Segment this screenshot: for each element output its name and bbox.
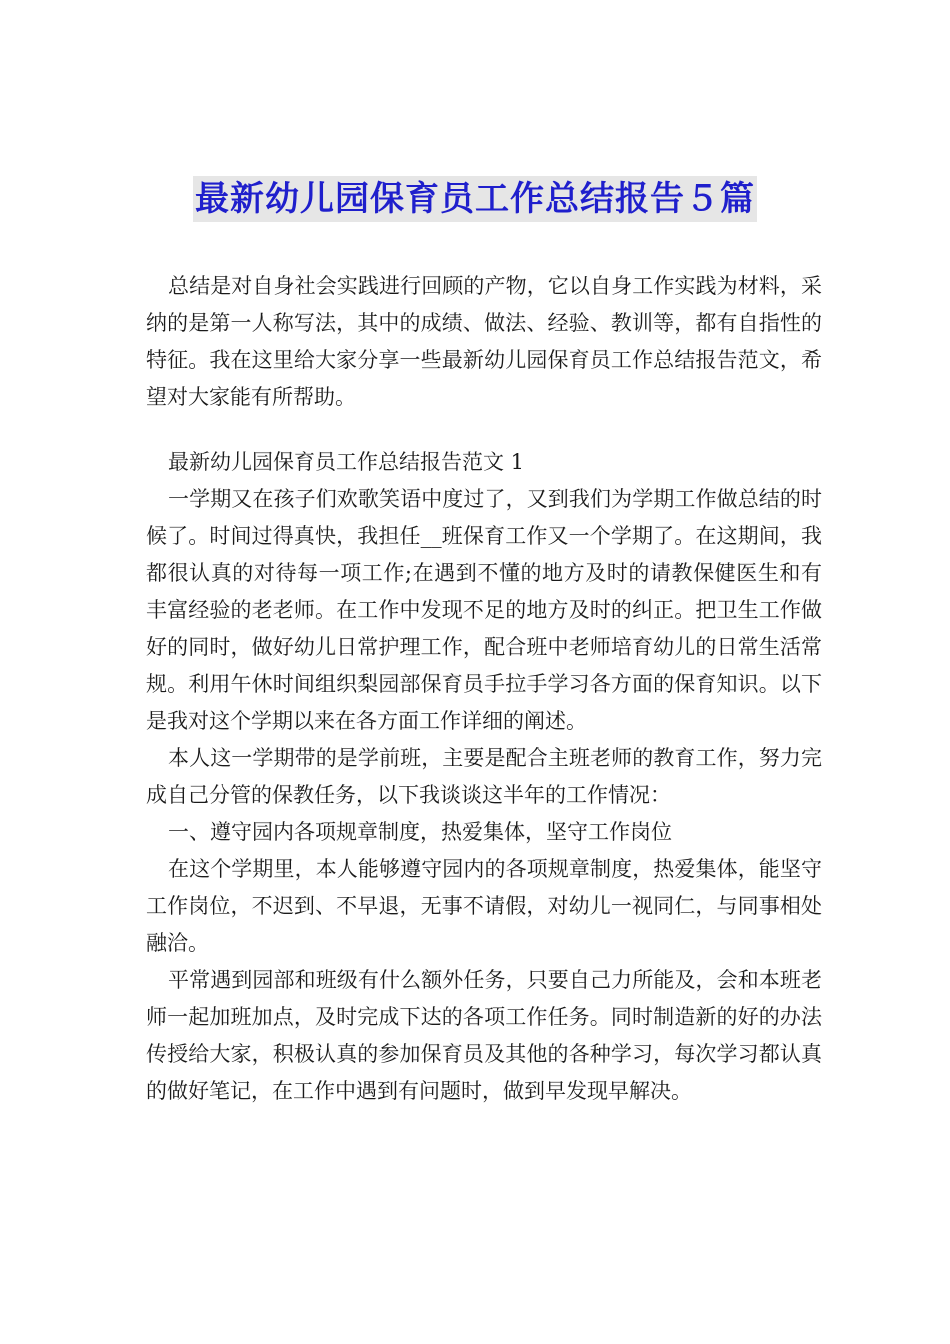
- subheading: 一、遵守园内各项规章制度，热爱集体，坚守工作岗位: [168, 820, 672, 844]
- document-body: [146, 268, 822, 1110]
- spacer: [146, 416, 822, 444]
- body-paragraph: 一学期又在孩子们欢歌笑语中度过了，又到我们为学期工作做总结的时候了。时间过得真快，我担任__班保育工作又一个学期了。在这期间，我都很认真的对待每一项工作;在遇到不懂的地方及时的请教保健医生和有丰富经验的老老师。在工作中发现不足的地方及时的纠正。把卫生工作做好的同时，做好幼儿日常护理工作，配合班中老师培育幼儿的日常生活常规。利用午休时间组织梨园部保育员手拉手学习各方面的保育知识。以下是我对这个学期以来在各方面工作详细的阐述。: [146, 487, 822, 733]
- title-container: [0, 176, 950, 222]
- document-title: 最新幼儿园保育员工作总结报告５篇: [193, 176, 757, 222]
- body-paragraph: 本人这一学期带的是学前班，主要是配合主班老师的教育工作，努力完成自己分管的保教任务，以下我谈谈这半年的工作情况：: [146, 746, 822, 807]
- intro-paragraph: 总结是对自身社会实践进行回顾的产物，它以自身工作实践为材料，采纳的是第一人称写法，其中的成绩、做法、经验、教训等，都有自指性的特征。我在这里给大家分享一些最新幼儿园保育员工作总结报告范文，希望对大家能有所帮助。: [146, 274, 822, 409]
- body-paragraph: 在这个学期里，本人能够遵守园内的各项规章制度，热爱集体，能坚守工作岗位，不迟到、不早退，无事不请假，对幼儿一视同仁，与同事相处融洽。: [146, 857, 822, 955]
- section-heading: 最新幼儿园保育员工作总结报告范文 1: [168, 450, 525, 474]
- body-paragraph: 平常遇到园部和班级有什么额外任务，只要自己力所能及，会和本班老师一起加班加点，及时完成下达的各项工作任务。同时制造新的好的办法传授给大家，积极认真的参加保育员及其他的各种学习，每次学习都认真的做好笔记，在工作中遇到有问题时，做到早发现早解决。: [146, 968, 822, 1103]
